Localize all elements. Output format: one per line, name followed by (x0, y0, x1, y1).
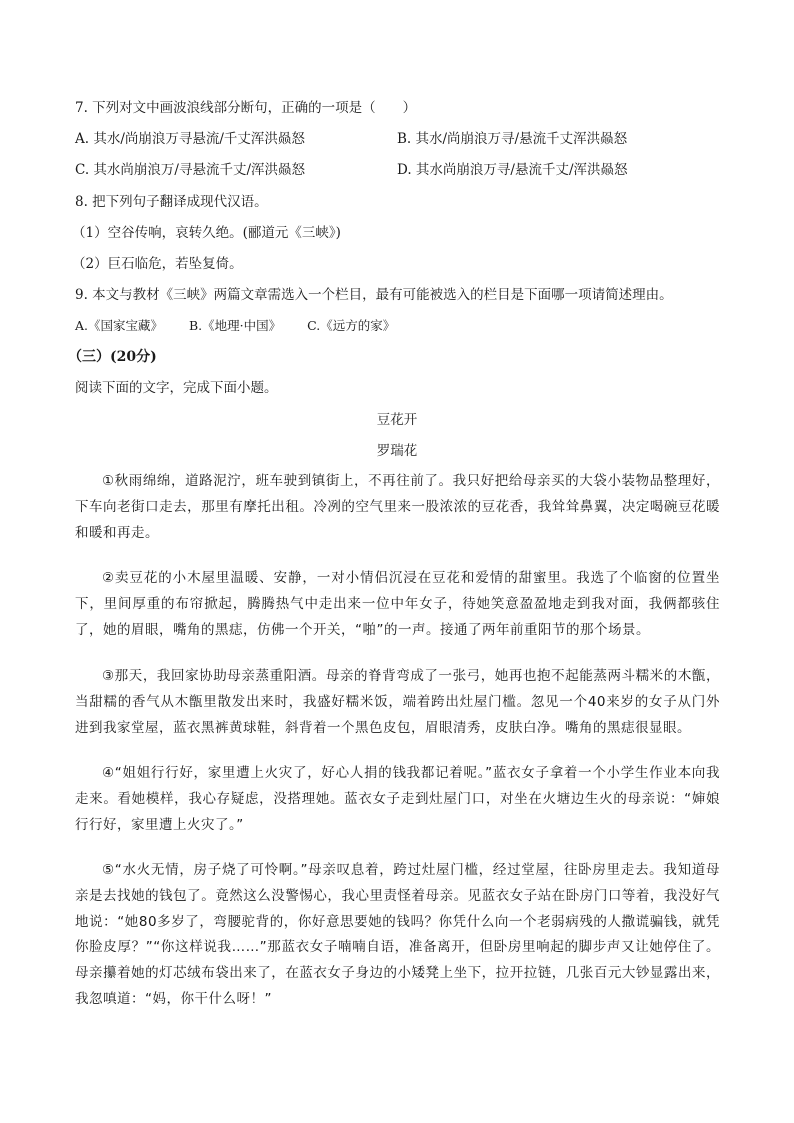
q7-option-b: B. 其水/尚崩浪万寻/悬流千丈浑洪赑怒 (397, 131, 628, 147)
article-paragraph-2: ②卖豆花的小木屋里温暖、安静，一对小情侣沉浸在豆花和爱情的甜蜜里。我选了个临窗的位置坐下，里间厚重的布帘掀起，腾腾热气中走出来一位中年女子，待她笑意盈盈地走到我对面，我俩都骇住了，她的眉眼，嘴角的黑痣，仿佛一个开关，“啪”的一声。接通了两年前重阳节的那个场景。 (75, 570, 720, 638)
article-paragraph-1: ①秋雨绵绵，道路泥泞，班车驶到镇街上，不再往前了。我只好把给母亲买的大袋小装物品整理好，下车向老街口走去，那里有摩托出租。冷冽的空气里来一股浓浓的豆花香，我耸耸鼻翼，决定喝碗豆花暖和暖和再走。 (75, 473, 720, 541)
q8-stem: 8. 把下列句子翻译成现代汉语。 (75, 194, 268, 210)
article-title: 豆花开 (376, 412, 418, 428)
q9-option-c: C.《远方的家》 (307, 318, 396, 333)
q9-stem: 9. 本文与教材《三峡》两篇文章需选入一个栏目，最有可能被选入的栏目是下面哪一项请简述理由。 (75, 287, 673, 303)
section-instruction: 阅读下面的文字，完成下面小题。 (75, 380, 278, 396)
q8-item-2: （2）巨石临危，若坠复倚。 (72, 256, 243, 272)
q9-option-a: A.《国家宝藏》 (75, 318, 164, 333)
article-paragraph-5: ⑤“水火无情，房子烧了可怜啊。”母亲叹息着，跨过灶屋门槛，经过堂屋，往卧房里走去。我知道母亲是去找她的钱包了。竟然这么没警惕心，我心里责怪着母亲。见蓝衣女子站在卧房门口等着，我没好气地说：“她80多岁了，弯腰驼背的，你好意思要她的钱吗？你凭什么向一个老弱病残的人撒谎骗钱，就凭你脸皮厚？”“你这样说我……”那蓝衣女子喃喃自语，准备离开，但卧房里响起的脚步声又让她停住了。母亲攥着她的灯芯绒布袋出来了，在蓝衣女子身边的小矮凳上坐下，拉开拉链，几张百元大钞显露出来，我忽嗔道：“妈，你干什么呀！” (75, 862, 720, 1007)
q7-option-a: A. 其水/尚崩浪万寻悬流/千丈浑洪赑怒 (75, 131, 305, 147)
q7-stem: 7. 下列对文中画波浪线部分断句，正确的一项是（ ） (75, 100, 417, 116)
q8-item-1: （1）空谷传响，哀转久绝。(郦道元《三峡》) (72, 225, 341, 241)
q7-option-d: D. 其水尚崩浪万寻/悬流千丈/浑洪赑怒 (397, 162, 628, 178)
q9-option-b: B.《地理·中国》 (189, 318, 282, 333)
article-paragraph-4: ④“姐姐行行好，家里遭上火灾了，好心人捐的钱我都记着呢。”蓝衣女子拿着一个小学生作业本向我走来。看她模样，我心存疑虑，没搭理她。蓝衣女子走到灶屋门口，对坐在火塘边生火的母亲说：“婶娘行行好，家里遭上火灾了。” (75, 765, 720, 833)
article-author: 罗瑞花 (376, 443, 418, 459)
q9-options (75, 317, 417, 335)
section-heading: （三）(20分) (68, 349, 157, 365)
q7-option-c: C. 其水尚崩浪万/寻悬流千丈/浑洪赑怒 (75, 162, 306, 178)
article-paragraph-3: ③那天，我回家协助母亲蒸重阳酒。母亲的脊背弯成了一张弓，她再也抱不起能蒸两斗糯米的木甑，当甜糯的香气从木甑里散发出来时，我盛好糯米饭，端着跨出灶屋门槛。忽见一个40来岁的女子从门外进到我家堂屋，蓝衣黑裤黄球鞋，斜背着一个黑色皮包，眉眼清秀，皮肤白净。嘴角的黑痣很显眼。 (75, 668, 720, 736)
